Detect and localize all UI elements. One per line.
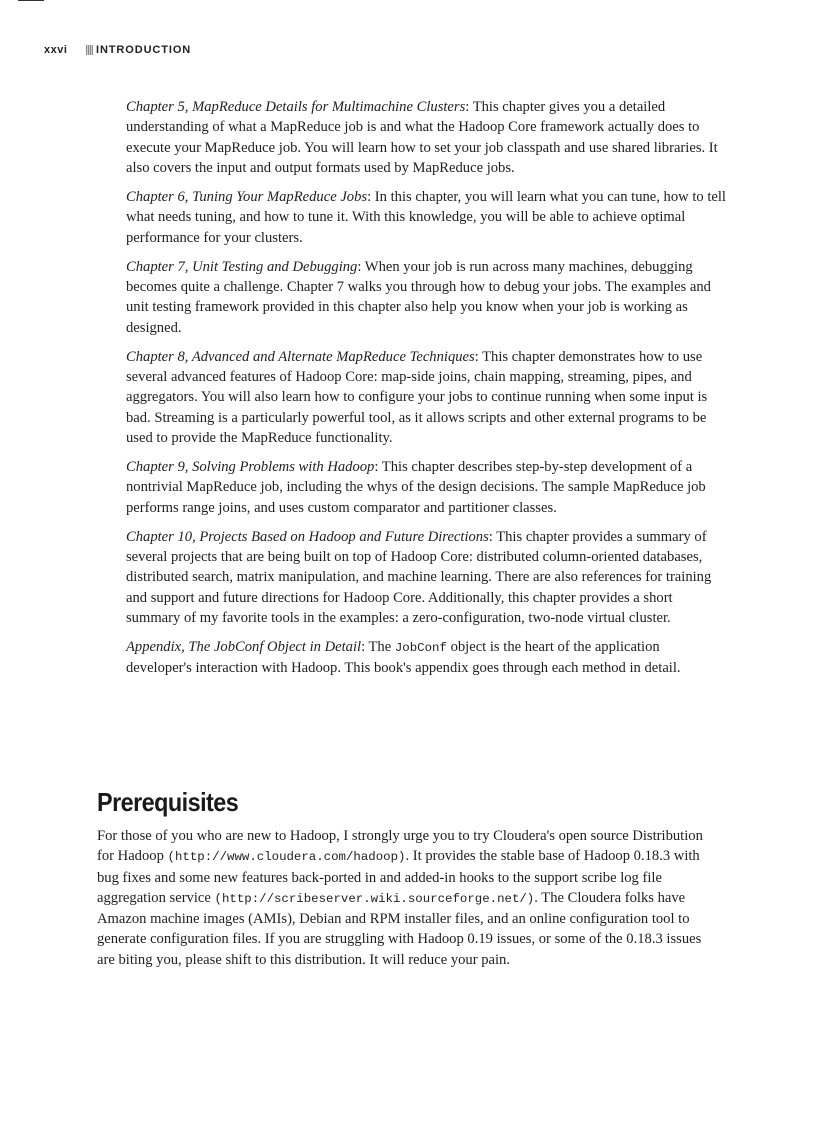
prerequisites-heading: Prerequisites <box>97 787 239 817</box>
chapter-entry-9 <box>126 457 726 518</box>
chapter-title: Chapter 10, Projects Based on Hadoop and Future Directions <box>126 528 489 545</box>
chapter-title: Chapter 5, MapReduce Details for Multimachine Clusters <box>126 99 466 115</box>
chapter-description: : This chapter describes step-by-step development of a nontrivial MapReduce job, including the whys of the design decisions. The sample MapReduce job performs range joins, and uses custom comparator and partitioner classes. <box>126 458 706 516</box>
page-number: xxvi <box>44 44 68 56</box>
chapter-entry-8 <box>126 347 726 448</box>
cloudera-url: (http://www.cloudera.com/hadoop) <box>167 850 406 865</box>
appendix-text-after: object is the heart of the application developer's interaction with Hadoop. This book's appendix goes through each method in detail. <box>126 638 681 677</box>
section-marker-icon <box>86 45 93 55</box>
chapter-entry-7 <box>126 257 726 338</box>
scribeserver-url: (http://scribeserver.wiki.sourceforge.net/) <box>214 891 535 906</box>
chapter-title: Chapter 7, Unit Testing and Debugging <box>126 258 358 275</box>
chapter-entry-6 <box>126 187 726 248</box>
appendix-title: Appendix, The JobConf Object in Detail <box>126 638 362 655</box>
prerequisites-text-3: . The Cloudera folks have Amazon machine images (AMIs), Debian and RPM installer files, and an online configuration tool to generate configuration files. If you are struggling with Hadoop 0.19 issues, or some of the 0.18.3 issues are biting you, please shift to this distribution. It will reduce your pain. <box>97 889 702 968</box>
section-title: INTRODUCTION <box>96 44 192 56</box>
chapter-entry-10 <box>126 527 726 628</box>
chapter-description: : This chapter gives you a detailed understanding of what a MapReduce job is and what the Hadoop Core framework actually does to execute your MapReduce job. You will learn how to set your job classpath and use shared libraries. It also covers the input and output formats used by MapReduce jobs. <box>126 99 718 176</box>
chapter-title: Chapter 9, Solving Problems with Hadoop <box>126 458 375 475</box>
chapter-title: Chapter 6, Tuning Your MapReduce Jobs <box>126 188 368 205</box>
appendix-code: JobConf <box>394 640 447 655</box>
chapter-description: : When your job is run across many machines, debugging becomes quite a challenge. Chapter 7 walks you through how to debug your jobs. The examples and unit testing framework provided in this chapter also help you know when your job is working as designed. <box>126 258 711 336</box>
running-head <box>44 43 191 57</box>
prerequisites-text-2: . It provides the stable base of Hadoop 0.18.3 with bug fixes and some new features back-ported in and added-in hooks to the support scribe log file aggregation service <box>97 848 700 906</box>
appendix-text-before: : The <box>361 638 395 655</box>
chapter-entry-5 <box>126 97 726 178</box>
prerequisites-text-1: For those of you who are new to Hadoop, I strongly urge you to try Cloudera's open source Distribution for Hadoop <box>97 828 703 865</box>
top-rule <box>18 0 44 1</box>
chapter-list <box>126 97 726 687</box>
prerequisites-paragraph <box>97 826 722 970</box>
appendix-entry <box>126 637 726 679</box>
chapter-description: : In this chapter, you will learn what you can tune, how to tell what needs tuning, and how to tune it. With this knowledge, you will be able to achieve optimal performance for your clusters. <box>126 188 726 246</box>
chapter-description: : This chapter provides a summary of several projects that are being built on top of Hadoop Core: distributed column-oriented databases, distributed search, matrix manipulation, and machine learning. There are also references for training and support and future directions for Hadoop Core. Additionally, this chapter provides a short summary of my favorite tools in the examples: a zero-configuration, two-node virtual cluster. <box>126 528 712 626</box>
chapter-title: Chapter 8, Advanced and Alternate MapReduce Techniques <box>126 348 475 365</box>
chapter-description: : This chapter demonstrates how to use several advanced features of Hadoop Core: map-side joins, chain mapping, streaming, pipes, and aggregators. You will also learn how to configure your jobs to continue running when some input is bad. Streaming is a particularly powerful tool, as it allows scripts and other external programs to be used to provide the MapReduce functionality. <box>126 348 708 446</box>
